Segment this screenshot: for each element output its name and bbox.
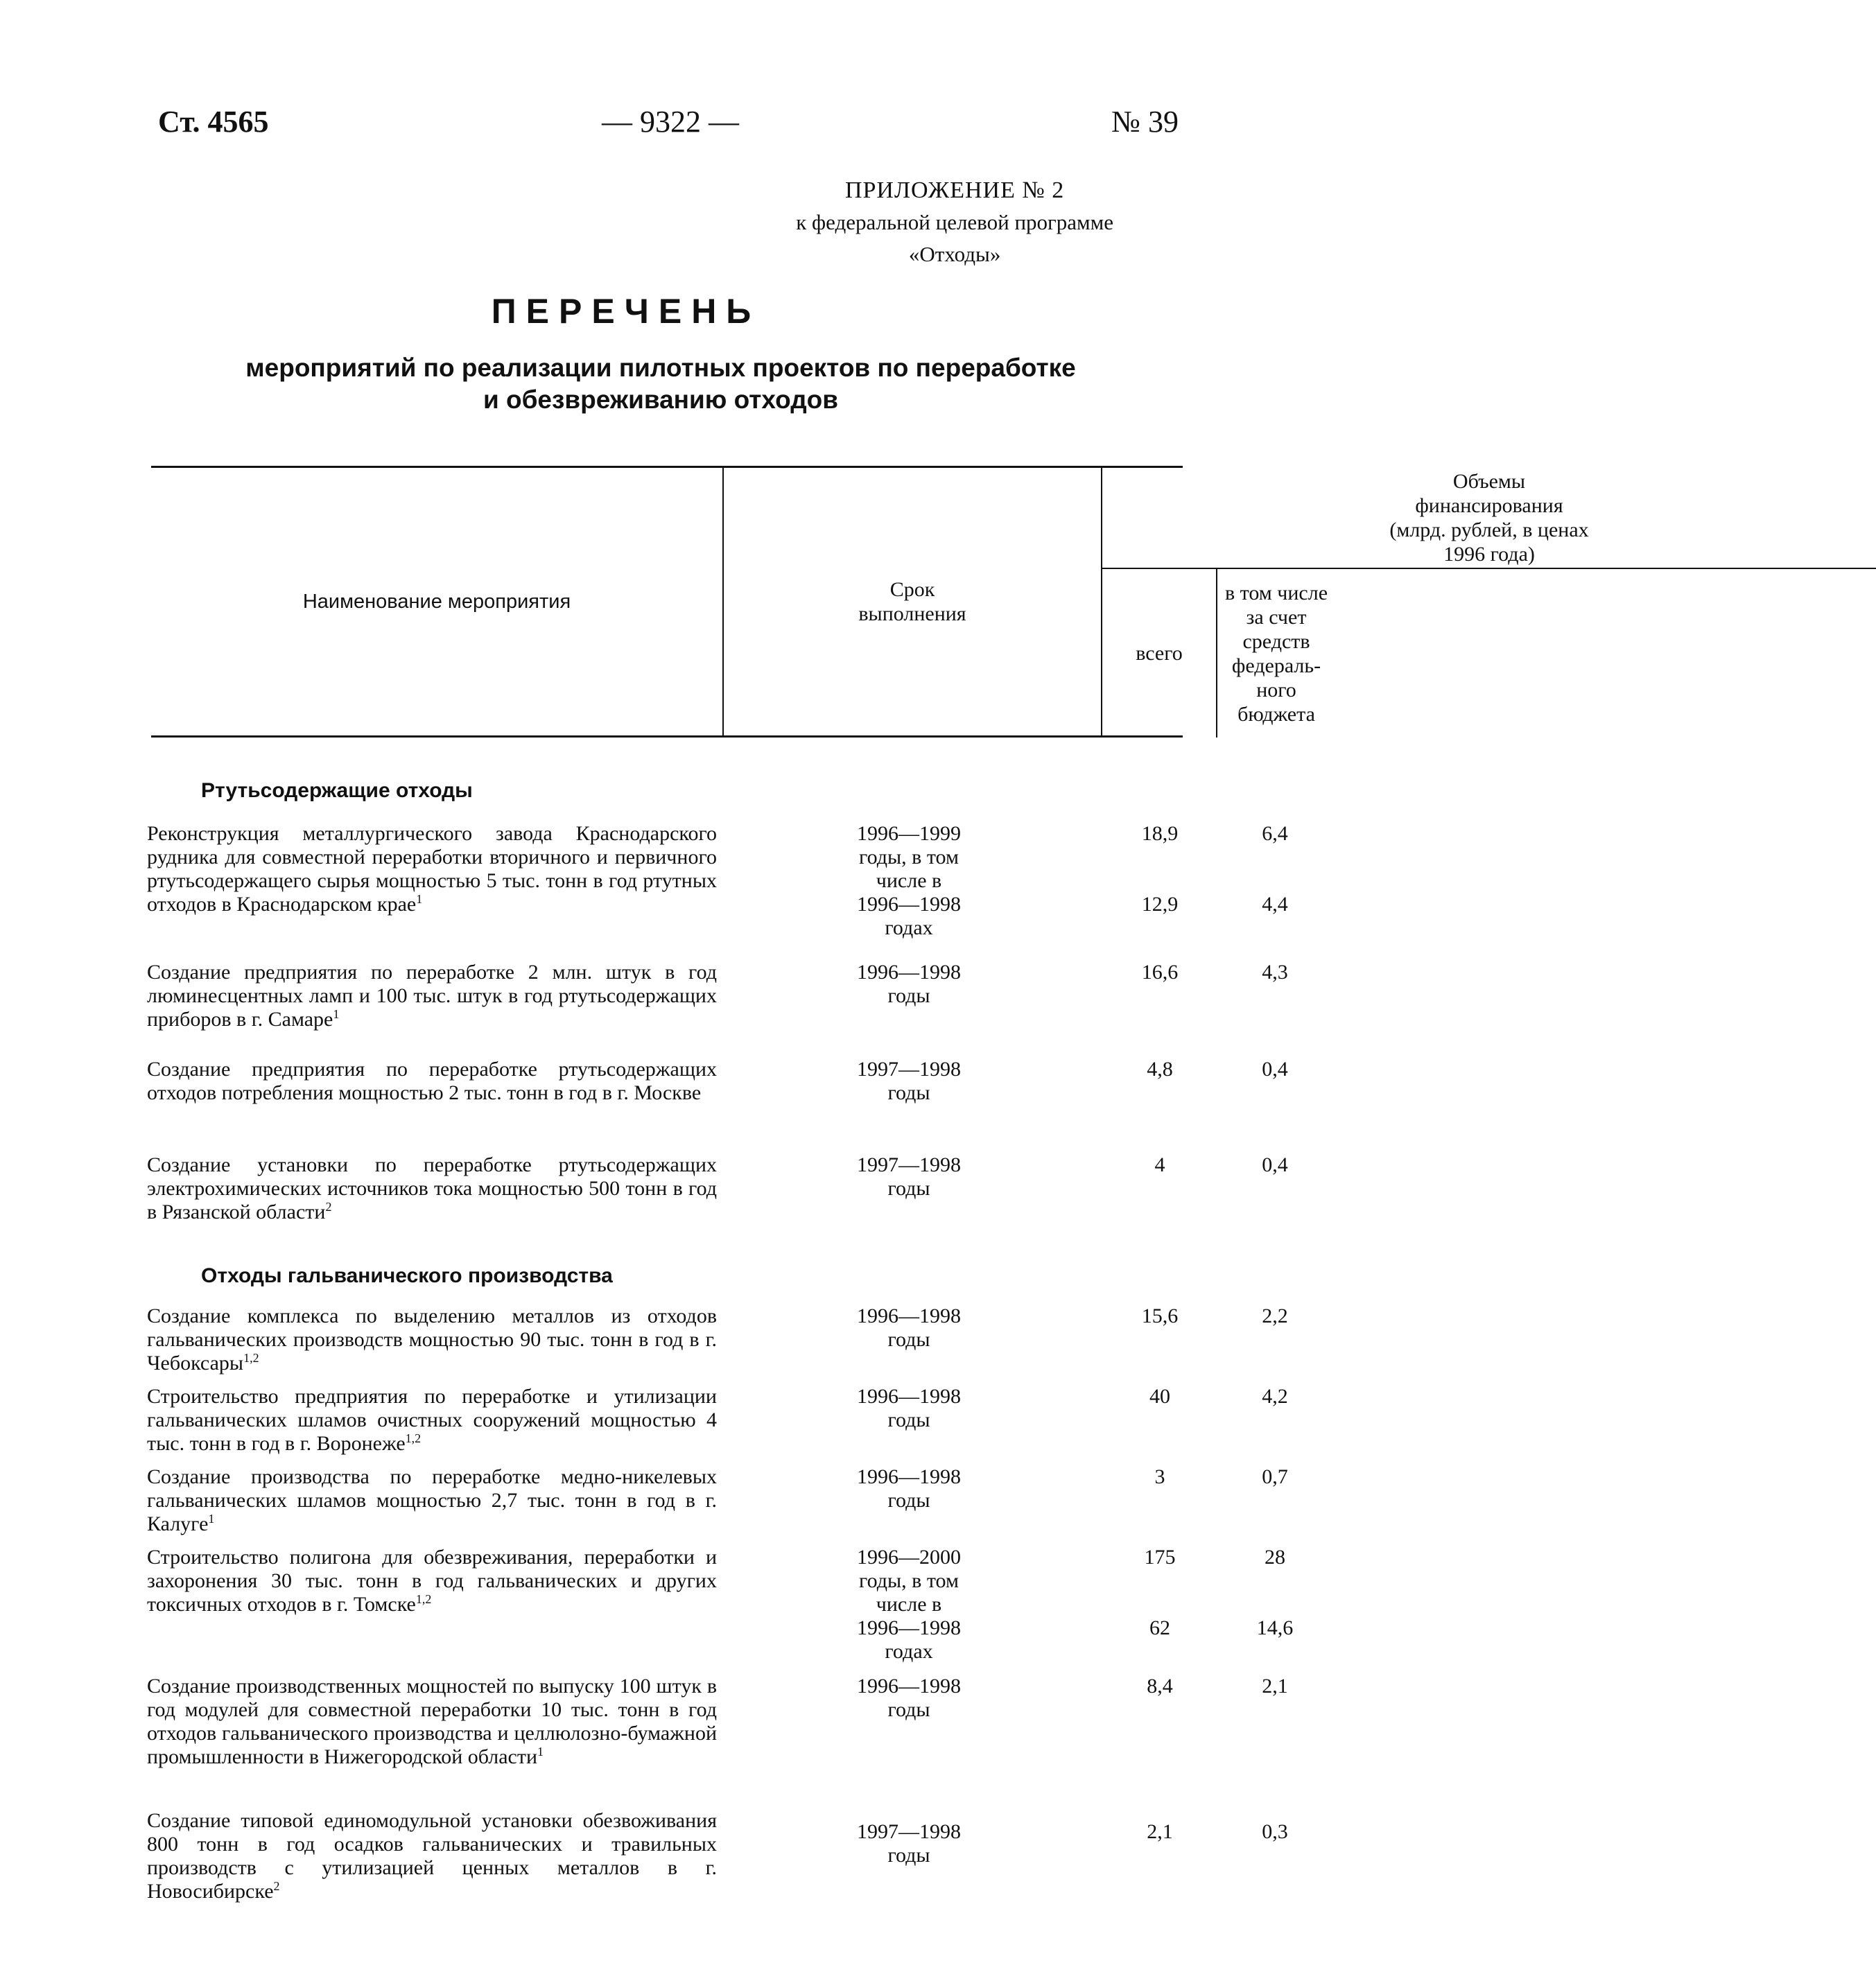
row-name: Создание производственных мощностей по выпуску 100 штук в год модулей для совместной переработки 10 тыс. тонн в год отходов гальванического производства и целлюлозно-бумажной промышленности в Нижегородской области$^1$ bbox=[147, 1675, 717, 1768]
row-name: Создание типовой единомодульной установки обезвоживания 800 тонн в год осадков гальванических и травильных производств с утилизацией ценных металлов в г. Новосибирске$^2$ bbox=[147, 1809, 717, 1903]
row-federal: 4,2 bbox=[1262, 1385, 1288, 1408]
page-article-number: Ст. 4565 bbox=[158, 105, 269, 139]
row-total-2: 62 bbox=[1149, 1616, 1170, 1639]
row-term: 1996—1998 годы bbox=[857, 1305, 961, 1351]
row-name: Создание комплекса по выделению металлов из отходов гальванических производств мощностью 90 тыс. тонн в год в г. Чебоксары$^{1,2}$ bbox=[147, 1305, 717, 1375]
header-federal-column: в том числе за счет средств федераль-ного бюджета bbox=[1224, 581, 1328, 726]
row-total: 16,6 bbox=[1141, 961, 1179, 984]
row-name: Создание предприятия по переработке ртутьсодержащих отходов потребления мощностью 2 тыс. тонн в год в г. Москве bbox=[147, 1058, 717, 1104]
row-federal: 6,4 bbox=[1262, 822, 1288, 845]
row-name: Создание производства по переработке медно-никелевых гальванических шламов мощностью 2,7 тыс. тонн в год в г. Калуге$^1$ bbox=[147, 1465, 717, 1535]
row-term: 1997—1998 годы bbox=[857, 1153, 961, 1200]
row-federal: 2,2 bbox=[1262, 1305, 1288, 1327]
row-total: 3 bbox=[1154, 1465, 1165, 1488]
subtitle-line-2: и обезвреживанию отходов bbox=[483, 385, 839, 414]
header-total-column: всего bbox=[1102, 569, 1217, 738]
row-name: Реконструкция металлургического завода Краснодарского рудника для совместной переработки вторичного и первичного ртутьсодержащего сырья мощностью 5 тыс. тонн в год ртутных отходов в Краснодарском крае$^1$ bbox=[147, 822, 717, 916]
row-federal: 4,3 bbox=[1262, 961, 1288, 984]
row-total: 18,9 bbox=[1141, 822, 1179, 845]
row-name: Строительство полигона для обезвреживания, переработки и захоронения 30 тыс. тонн в год гальванических и других токсичных отходов в г. Томске$^{1,2}$ bbox=[147, 1546, 717, 1616]
section-title: Отходы гальванического производства bbox=[201, 1264, 613, 1287]
row-term: 1996—1998 годы bbox=[857, 1385, 961, 1431]
row-federal: 0,7 bbox=[1262, 1465, 1288, 1488]
table-header bbox=[151, 466, 1589, 738]
row-term: 1996—2000 годы, в том числе в 1996—1998 годах bbox=[857, 1546, 961, 1663]
row-total: 175 bbox=[1144, 1546, 1176, 1569]
document-subtitle bbox=[222, 352, 1100, 416]
issue-number: № 39 bbox=[1111, 105, 1179, 139]
row-federal: 2,1 bbox=[1262, 1675, 1288, 1698]
section-title: Ртутьсодержащие отходы bbox=[201, 779, 473, 802]
row-total: 2,1 bbox=[1147, 1820, 1173, 1843]
row-federal: 0,4 bbox=[1262, 1058, 1288, 1081]
row-name: Создание установки по переработке ртутьсодержащих электрохимических источников тока мощностью 500 тонн в год в Рязанской области$^2$ bbox=[147, 1153, 717, 1223]
row-total: 4,8 bbox=[1147, 1058, 1173, 1081]
header-volume-column: Объемы финансирования (млрд. рублей, в ценах 1996 года) bbox=[1102, 468, 1876, 569]
row-term: 1997—1998 годы bbox=[857, 1058, 961, 1104]
document-title: ПЕРЕЧЕНЬ bbox=[491, 292, 761, 331]
page-number: — 9322 — bbox=[602, 105, 739, 139]
row-federal-2: 14,6 bbox=[1256, 1616, 1294, 1639]
row-name: Создание предприятия по переработке 2 млн. штук в год люминесцентных ламп и 100 тыс. штук в год ртутьсодержащих приборов в г. Самаре$^1$ bbox=[147, 961, 717, 1031]
row-federal: 0,3 bbox=[1262, 1820, 1288, 1843]
row-name: Строительство предприятия по переработке и утилизации гальванических шламов очистных сооружений мощностью 4 тыс. тонн в год в г. Воронеже$^{1,2}$ bbox=[147, 1385, 717, 1455]
row-term: 1996—1998 годы bbox=[857, 1675, 961, 1721]
row-total: 15,6 bbox=[1141, 1305, 1179, 1327]
subtitle-line-1: мероприятий по реализации пилотных проектов по переработке bbox=[245, 354, 1076, 382]
row-total-2: 12,9 bbox=[1141, 893, 1179, 916]
row-federal: 28 bbox=[1265, 1546, 1285, 1569]
appendix-line-1: к федеральной целевой программе bbox=[796, 210, 1113, 234]
row-term: 1997—1998 годы bbox=[857, 1820, 961, 1867]
row-federal-2: 4,4 bbox=[1262, 893, 1288, 916]
header-name-column: Наименование мероприятия bbox=[151, 468, 724, 735]
row-term: 1996—1998 годы bbox=[857, 961, 961, 1007]
appendix-block bbox=[796, 175, 1113, 270]
row-total: 4 bbox=[1154, 1153, 1165, 1176]
row-term: 1996—1998 годы bbox=[857, 1465, 961, 1512]
appendix-title: ПРИЛОЖЕНИЕ № 2 bbox=[844, 177, 1065, 203]
row-term: 1996—1999 годы, в том числе в 1996—1998 годах bbox=[857, 822, 961, 939]
row-total: 8,4 bbox=[1147, 1675, 1173, 1698]
appendix-line-2: «Отходы» bbox=[908, 242, 1001, 266]
row-total: 40 bbox=[1149, 1385, 1170, 1408]
row-federal: 0,4 bbox=[1262, 1153, 1288, 1176]
header-term-column: Срок выполнения bbox=[724, 468, 1102, 735]
